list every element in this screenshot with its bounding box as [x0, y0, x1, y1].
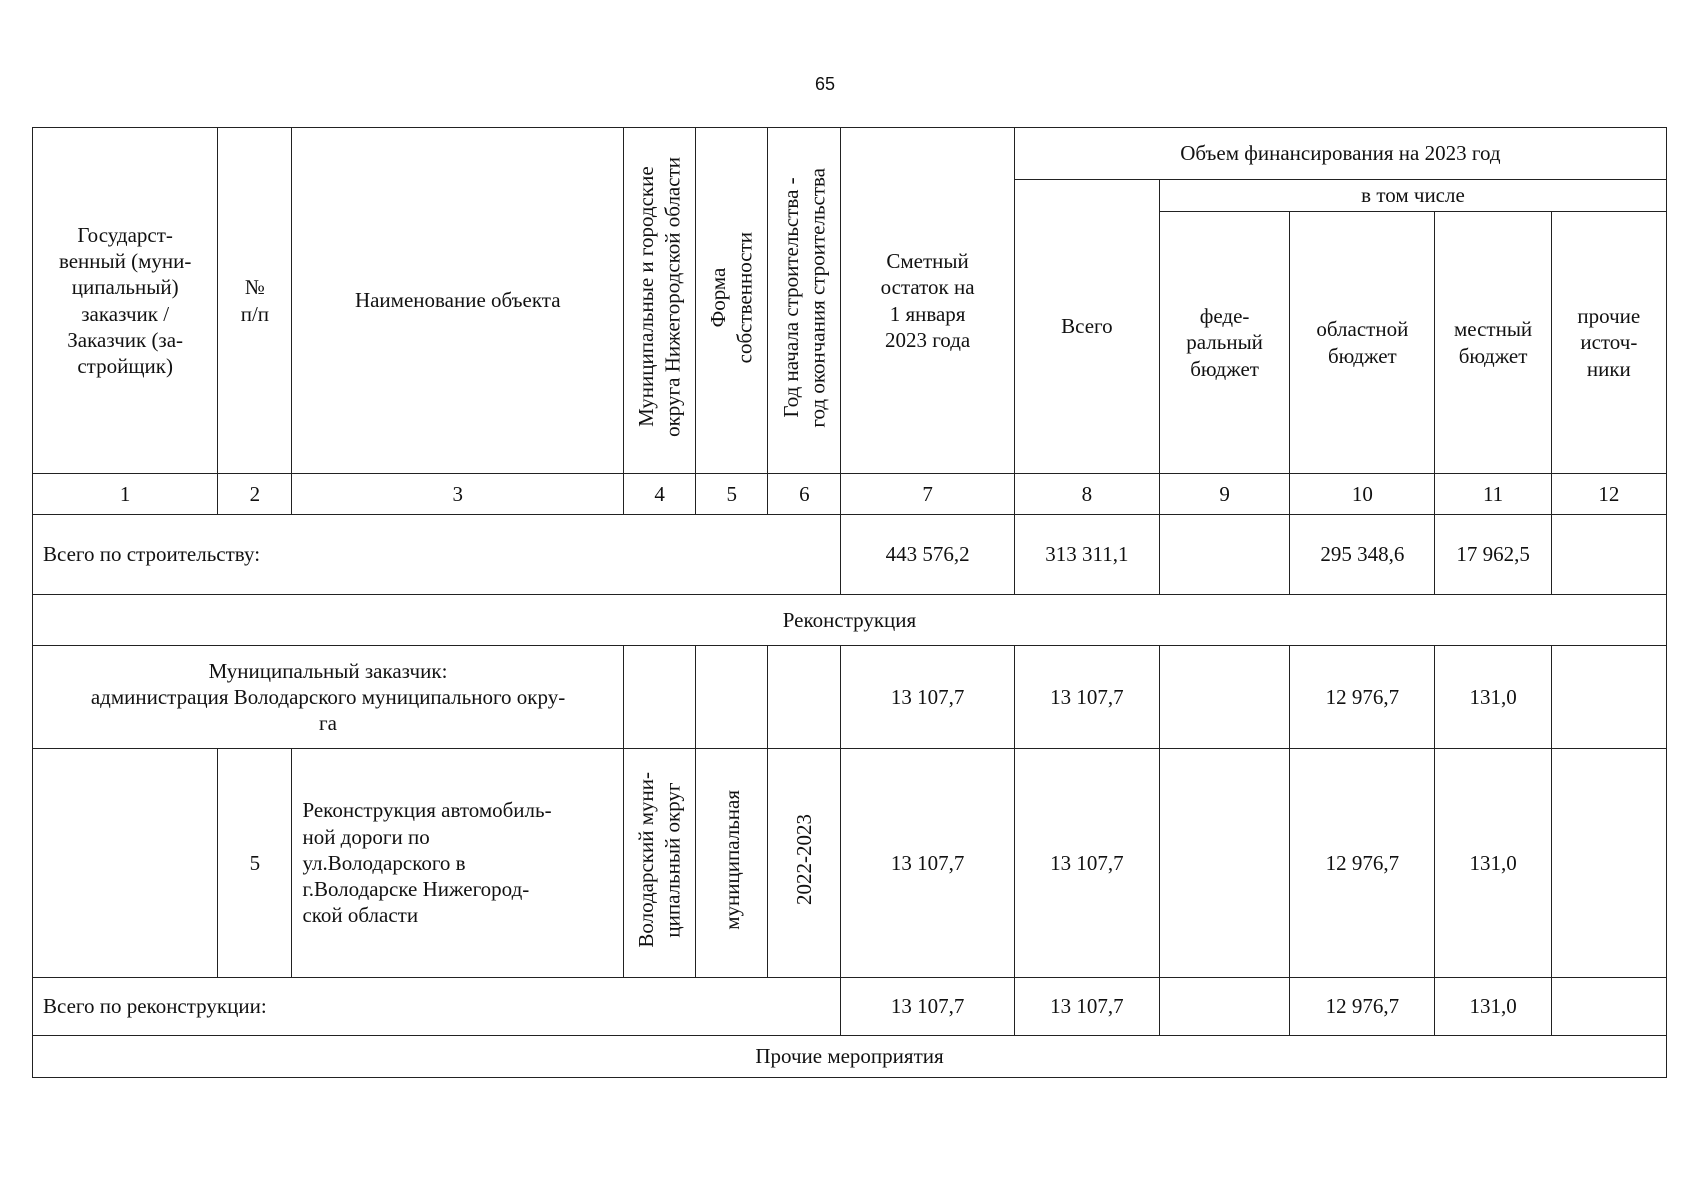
header-funding: Объем финансирования на 2023 год	[1014, 128, 1666, 180]
regional-value: 12 976,7	[1290, 749, 1435, 978]
header-years: Год начала строительства - год окончания строительства	[768, 128, 841, 474]
col-number: 9	[1159, 474, 1289, 515]
total-reconstruction-label: Всего по реконструкции:	[33, 978, 841, 1036]
col-number: 12	[1551, 474, 1666, 515]
total-construction-label: Всего по строительству:	[33, 515, 841, 595]
section-other-title: Прочие мероприятия	[33, 1036, 1667, 1078]
header-ownership: Форма собственности	[696, 128, 768, 474]
estimate-value: 443 576,2	[841, 515, 1014, 595]
regional-value: 12 976,7	[1290, 646, 1435, 749]
other-value	[1551, 515, 1666, 595]
object-customer	[33, 749, 218, 978]
total-value: 13 107,7	[1014, 646, 1159, 749]
total-value: 313 311,1	[1014, 515, 1159, 595]
header-including: в том числе	[1159, 180, 1666, 212]
object-num: 5	[218, 749, 292, 978]
col-number: 3	[292, 474, 624, 515]
col-number: 4	[624, 474, 696, 515]
col-number: 8	[1014, 474, 1159, 515]
municipality-cell	[624, 646, 696, 749]
col-number: 11	[1435, 474, 1551, 515]
years-cell	[768, 646, 841, 749]
ownership-cell	[696, 646, 768, 749]
col-number: 1	[33, 474, 218, 515]
federal-value	[1159, 978, 1289, 1036]
total-reconstruction-row	[33, 978, 1667, 1036]
estimate-value: 13 107,7	[841, 646, 1014, 749]
object-name: Реконструкция автомобиль- ной дороги по ул.Володарского в г.Володарске Нижегород- ской области	[292, 749, 624, 978]
total-construction-row	[33, 515, 1667, 595]
header-regional: областной бюджет	[1290, 212, 1435, 474]
section-reconstruction-title: Реконструкция	[33, 595, 1667, 646]
col-number: 2	[218, 474, 292, 515]
header-other: прочие источ- ники	[1551, 212, 1666, 474]
object-row	[33, 749, 1667, 978]
page-number: 65	[814, 74, 836, 94]
local-value: 131,0	[1435, 978, 1551, 1036]
col-number: 10	[1290, 474, 1435, 515]
federal-value	[1159, 515, 1289, 595]
municipal-customer-row	[33, 646, 1667, 749]
federal-value	[1159, 749, 1289, 978]
local-value: 131,0	[1435, 749, 1551, 978]
other-value	[1551, 978, 1666, 1036]
total-value: 13 107,7	[1014, 978, 1159, 1036]
header-federal: феде- ральный бюджет	[1159, 212, 1289, 474]
header-local: местный бюджет	[1435, 212, 1551, 474]
regional-value: 295 348,6	[1290, 515, 1435, 595]
local-value: 131,0	[1435, 646, 1551, 749]
total-value: 13 107,7	[1014, 749, 1159, 978]
header-total: Всего	[1014, 180, 1159, 474]
other-value	[1551, 749, 1666, 978]
object-years: 2022-2023	[768, 749, 841, 978]
local-value: 17 962,5	[1435, 515, 1551, 595]
object-ownership: муниципальная	[696, 749, 768, 978]
other-value	[1551, 646, 1666, 749]
object-municipality: Володарский муни- ципальный округ	[624, 749, 696, 978]
federal-value	[1159, 646, 1289, 749]
municipal-customer-label: Муниципальный заказчик: администрация Володарского муниципального окру- га	[33, 646, 624, 749]
estimate-value: 13 107,7	[841, 978, 1014, 1036]
col-number: 5	[696, 474, 768, 515]
col-number: 6	[768, 474, 841, 515]
header-num: № п/п	[218, 128, 292, 474]
column-numbers-row	[33, 474, 1667, 515]
header-estimate: Сметный остаток на 1 января 2023 года	[841, 128, 1014, 474]
estimate-value: 13 107,7	[841, 749, 1014, 978]
financing-table	[32, 127, 1667, 1078]
regional-value: 12 976,7	[1290, 978, 1435, 1036]
header-customer: Государст- венный (муни- ципальный) заказчик / Заказчик (за- стройщик)	[33, 128, 218, 474]
header-municipality: Муниципальные и городские округа Нижегородской области	[624, 128, 696, 474]
header-object-name: Наименование объекта	[292, 128, 624, 474]
col-number: 7	[841, 474, 1014, 515]
